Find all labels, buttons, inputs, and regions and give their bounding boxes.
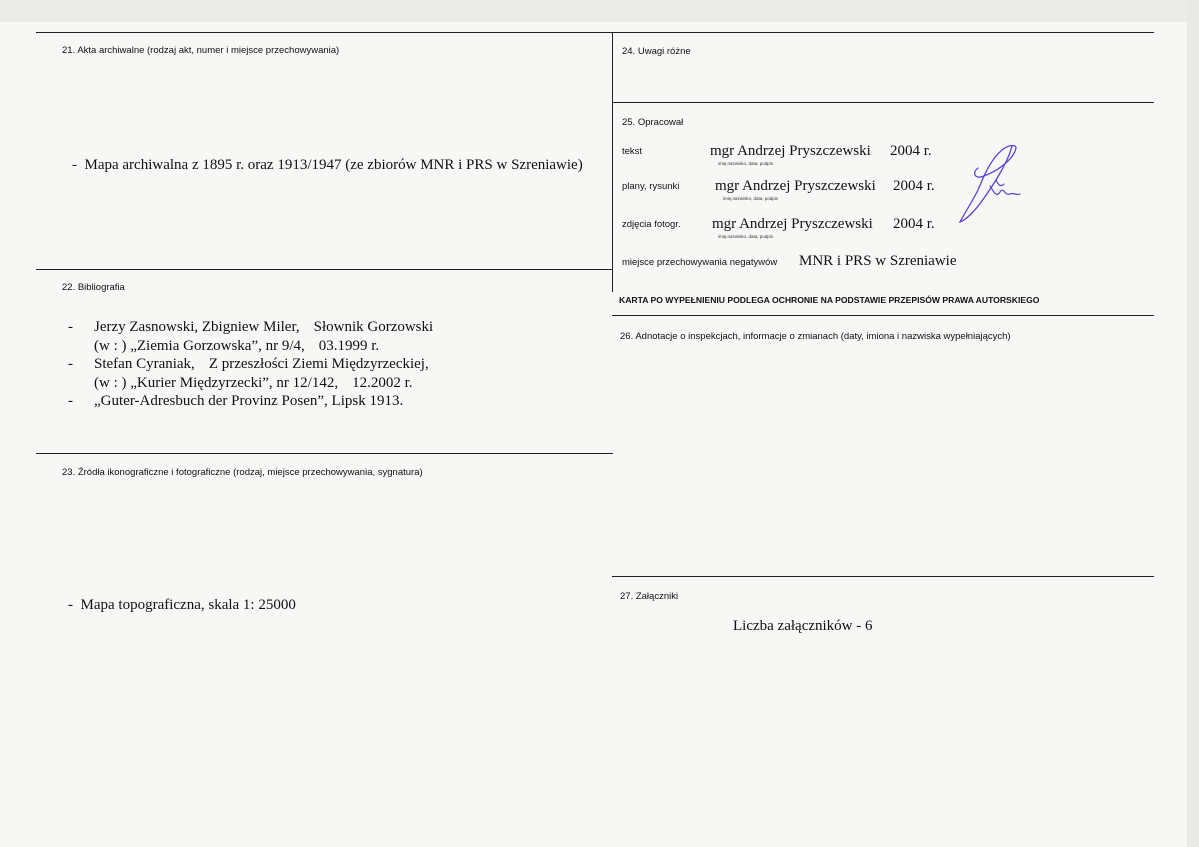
copyright-notice: KARTA PO WYPEŁNIENIU PODLEGA OCHRONIE NA PODSTAWIE PRZEPISÓW PRAWA AUTORSKIEGO: [619, 295, 1040, 305]
section-25-title: 25. Opracował: [622, 117, 684, 128]
section-23-item-text: Mapa topograficzna, skala 1: 25000: [80, 597, 296, 613]
author-row-caption: imię,nazwisko, data, podpis: [723, 196, 779, 201]
author-row-name: mgr Andrzej Pryszczewski: [715, 178, 876, 194]
dash: -: [68, 597, 73, 613]
bibliography-date: 12.2002 r.: [352, 374, 413, 391]
section-23-title: 23. Źródła ikonograficzne i fotograficzne (rodzaj, miejsce przechowywania, sygnatura): [62, 467, 423, 478]
divider-25-26: [612, 315, 1154, 316]
section-21-title: 21. Akta archiwalne (rodzaj akt, numer i miejsce przechowywania): [62, 45, 340, 56]
top-border: [36, 32, 1154, 33]
author-row-caption: imię,nazwisko, data, podpis: [718, 234, 774, 239]
negatives-storage-value: MNR i PRS w Szreniawie: [799, 253, 957, 269]
column-divider: [612, 32, 613, 292]
section-21-item-text: Mapa archiwalna z 1895 r. oraz 1913/1947 (ze zbiorów MNR i PRS w Szreniawie): [84, 157, 583, 173]
scan-top-band: [0, 0, 1199, 22]
bibliography-entry-line: [64, 355, 433, 374]
author-row-name: mgr Andrzej Pryszczewski: [710, 143, 871, 159]
bibliography-title: Słownik Gorzowski: [313, 319, 434, 335]
attachments-count: Liczba załączników - 6: [733, 618, 873, 634]
divider-22-23: [36, 453, 613, 454]
author-row-year: 2004 r.: [890, 143, 932, 159]
bibliography-entry-line: [64, 337, 433, 356]
section-27-title: 27. Załączniki: [620, 591, 679, 602]
author-row-year: 2004 r.: [893, 216, 935, 232]
bibliography-title: Z przeszłości Ziemi Międzyrzeckiej,: [208, 356, 429, 372]
dash: -: [72, 157, 77, 173]
author-row-caption: imię,nazwisko, data, podpis: [718, 161, 774, 166]
bibliography-title: „Guter-Adresbuch der Provinz Posen”, Lipsk 1913.: [94, 393, 404, 409]
section-23-item: [68, 596, 296, 614]
bibliography-author: Jerzy Zasnowski, Zbigniew Miler,: [94, 319, 300, 335]
signature: [950, 140, 1030, 225]
divider-24-25: [612, 102, 1154, 103]
bibliography-source: (w : ) „Ziemia Gorzowska”, nr 9/4,: [94, 337, 305, 354]
dash: -: [68, 393, 73, 409]
bibliography-entry-line: [64, 392, 433, 411]
author-row-year: 2004 r.: [893, 178, 935, 194]
dash: -: [68, 356, 73, 372]
divider-21-22: [36, 269, 613, 270]
bibliography-list: [64, 318, 433, 411]
section-26-title: 26. Adnotacje o inspekcjach, informacje o zmianach (daty, imiona i nazwiska wypełniających): [620, 331, 1011, 342]
section-21-item: [72, 156, 583, 174]
bibliography-source: (w : ) „Kurier Międzyrzecki”, nr 12/142,: [94, 374, 339, 391]
bibliography-date: 03.1999 r.: [318, 337, 380, 354]
scan-right-band: [1187, 0, 1199, 847]
author-row-label: zdjęcia fotogr.: [622, 219, 681, 230]
bibliography-author: Stefan Cyraniak,: [94, 356, 195, 372]
divider-26-27: [612, 576, 1154, 577]
dash: -: [68, 319, 73, 335]
section-22-title: 22. Bibliografia: [62, 282, 125, 293]
bibliography-entry-line: [64, 318, 433, 337]
negatives-storage-label: miejsce przechowywania negatywów: [622, 257, 778, 268]
bibliography-entry-line: [64, 374, 433, 393]
author-row-label: tekst: [622, 146, 643, 157]
author-row-name: mgr Andrzej Pryszczewski: [712, 216, 873, 232]
section-24-title: 24. Uwagi różne: [622, 46, 691, 57]
author-row-label: plany, rysunki: [622, 181, 680, 192]
